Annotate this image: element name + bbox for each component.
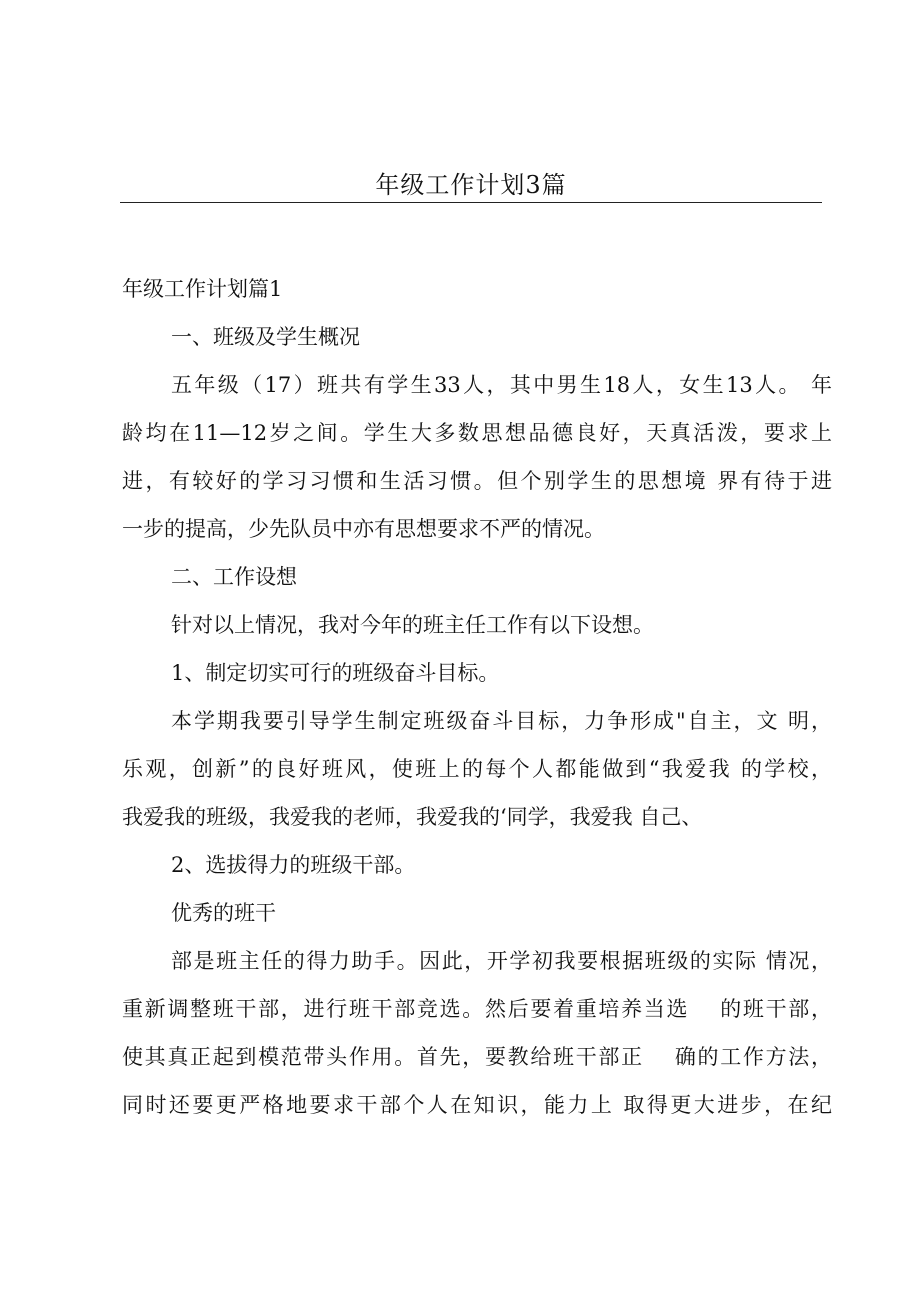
paragraph-line: 一步的提高，少先队员中亦有思想要求不严的情况。	[122, 517, 605, 541]
paragraph-line: 优秀的班干	[171, 901, 276, 925]
subheading-class-cadre: 2、选拔得力的班级干部。	[171, 853, 416, 877]
section-heading-part-1: 年级工作计划篇1	[122, 277, 283, 301]
paragraph-line: 我爱我的班级，我爱我的老师，我爱我的‘同学，我爱我 自己、	[122, 805, 703, 829]
paragraph-line: 本学期我要引导学生制定班级奋斗目标，力争形成"自主，文 明，	[171, 709, 832, 733]
paragraph-line: 使其真正起到模范带头作用。首先，要教给班干部正 确的工作方法，	[122, 1045, 832, 1069]
document-title: 年级工作计划3篇	[375, 171, 567, 199]
paragraph-line: 重新调整班干部，进行班干部竞选。然后要着重培养当选 的班干部，	[122, 997, 832, 1021]
paragraph-line: 进，有较好的学习习惯和生活习惯。但个别学生的思想境 界有待于进	[122, 469, 832, 493]
heading-class-overview: 一、班级及学生概况	[171, 325, 360, 349]
paragraph-line: 同时还要更严格地要求干部个人在知识，能力上 取得更大进步，在纪	[122, 1093, 832, 1117]
subheading-goal: 1、制定切实可行的班级奋斗目标。	[171, 661, 500, 685]
paragraph-line: 部是班主任的得力助手。因此，开学初我要根据班级的实际 情况，	[171, 949, 832, 973]
heading-work-ideas: 二、工作设想	[171, 565, 297, 589]
paragraph-line: 五年级（17）班共有学生33人，其中男生18人，女生13人。 年	[171, 373, 832, 397]
paragraph-line: 乐观，创新”的良好班风，使班上的每个人都能做到“我爱我 的学校，	[122, 757, 832, 781]
paragraph-line: 龄均在11—12岁之间。学生大多数思想品德良好，天真活泼，要求上	[122, 421, 832, 445]
title-underline	[120, 202, 822, 203]
paragraph-line: 针对以上情况，我对今年的班主任工作有以下设想。	[171, 613, 654, 637]
